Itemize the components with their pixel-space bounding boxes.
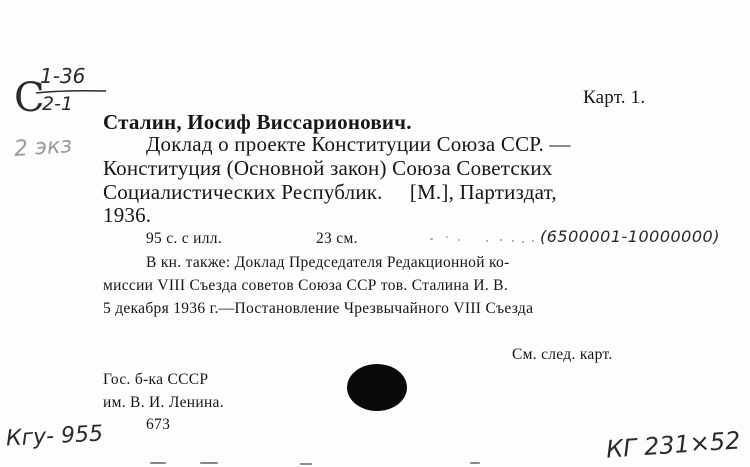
card-number: Карт. 1. bbox=[583, 87, 646, 108]
pencil-note: 2 экз bbox=[13, 133, 73, 162]
punch-hole bbox=[347, 364, 407, 411]
note-line: 5 декабря 1936 г.—Постановление Чрезвычайного VIII Съезда bbox=[103, 300, 534, 317]
library-name: Гос. б-ка СССР bbox=[103, 371, 209, 388]
shelf-mark-top: 1-36 bbox=[40, 64, 86, 88]
title-line: Конституция (Основной закон) Союза Советских bbox=[103, 156, 553, 180]
shelf-mark-letter: С bbox=[14, 75, 45, 121]
author-heading: Сталин, Иосиф Виссарионович. bbox=[103, 110, 412, 134]
library-card-number: 673 bbox=[146, 416, 171, 433]
title-line: 1936. bbox=[103, 203, 152, 227]
physical-size: 23 см. bbox=[316, 230, 358, 247]
title-line: Социалистических Республик. [М.], Партиздат, bbox=[103, 180, 557, 204]
print-run-note: (6500001-10000000) bbox=[540, 227, 720, 246]
inventory-note-left: Кгу- 955 bbox=[5, 421, 104, 452]
see-next-card: См. след. карт. bbox=[512, 346, 613, 363]
note-line: миссии VIII Съезда советов Союза ССР тов. Сталина И. В. bbox=[103, 277, 508, 294]
shelf-mark-bottom: 2-1 bbox=[42, 93, 74, 115]
inventory-note-right: КГ 231×52 bbox=[605, 426, 742, 464]
library-name-line2: им. В. И. Ленина. bbox=[103, 394, 224, 411]
note-line: В кн. также: Доклад Председателя Редакционной ко- bbox=[146, 254, 510, 271]
title-line: Доклад о проекте Конституции Союза ССР. — bbox=[146, 132, 571, 156]
physical-pages: 95 с. с илл. bbox=[146, 230, 222, 247]
